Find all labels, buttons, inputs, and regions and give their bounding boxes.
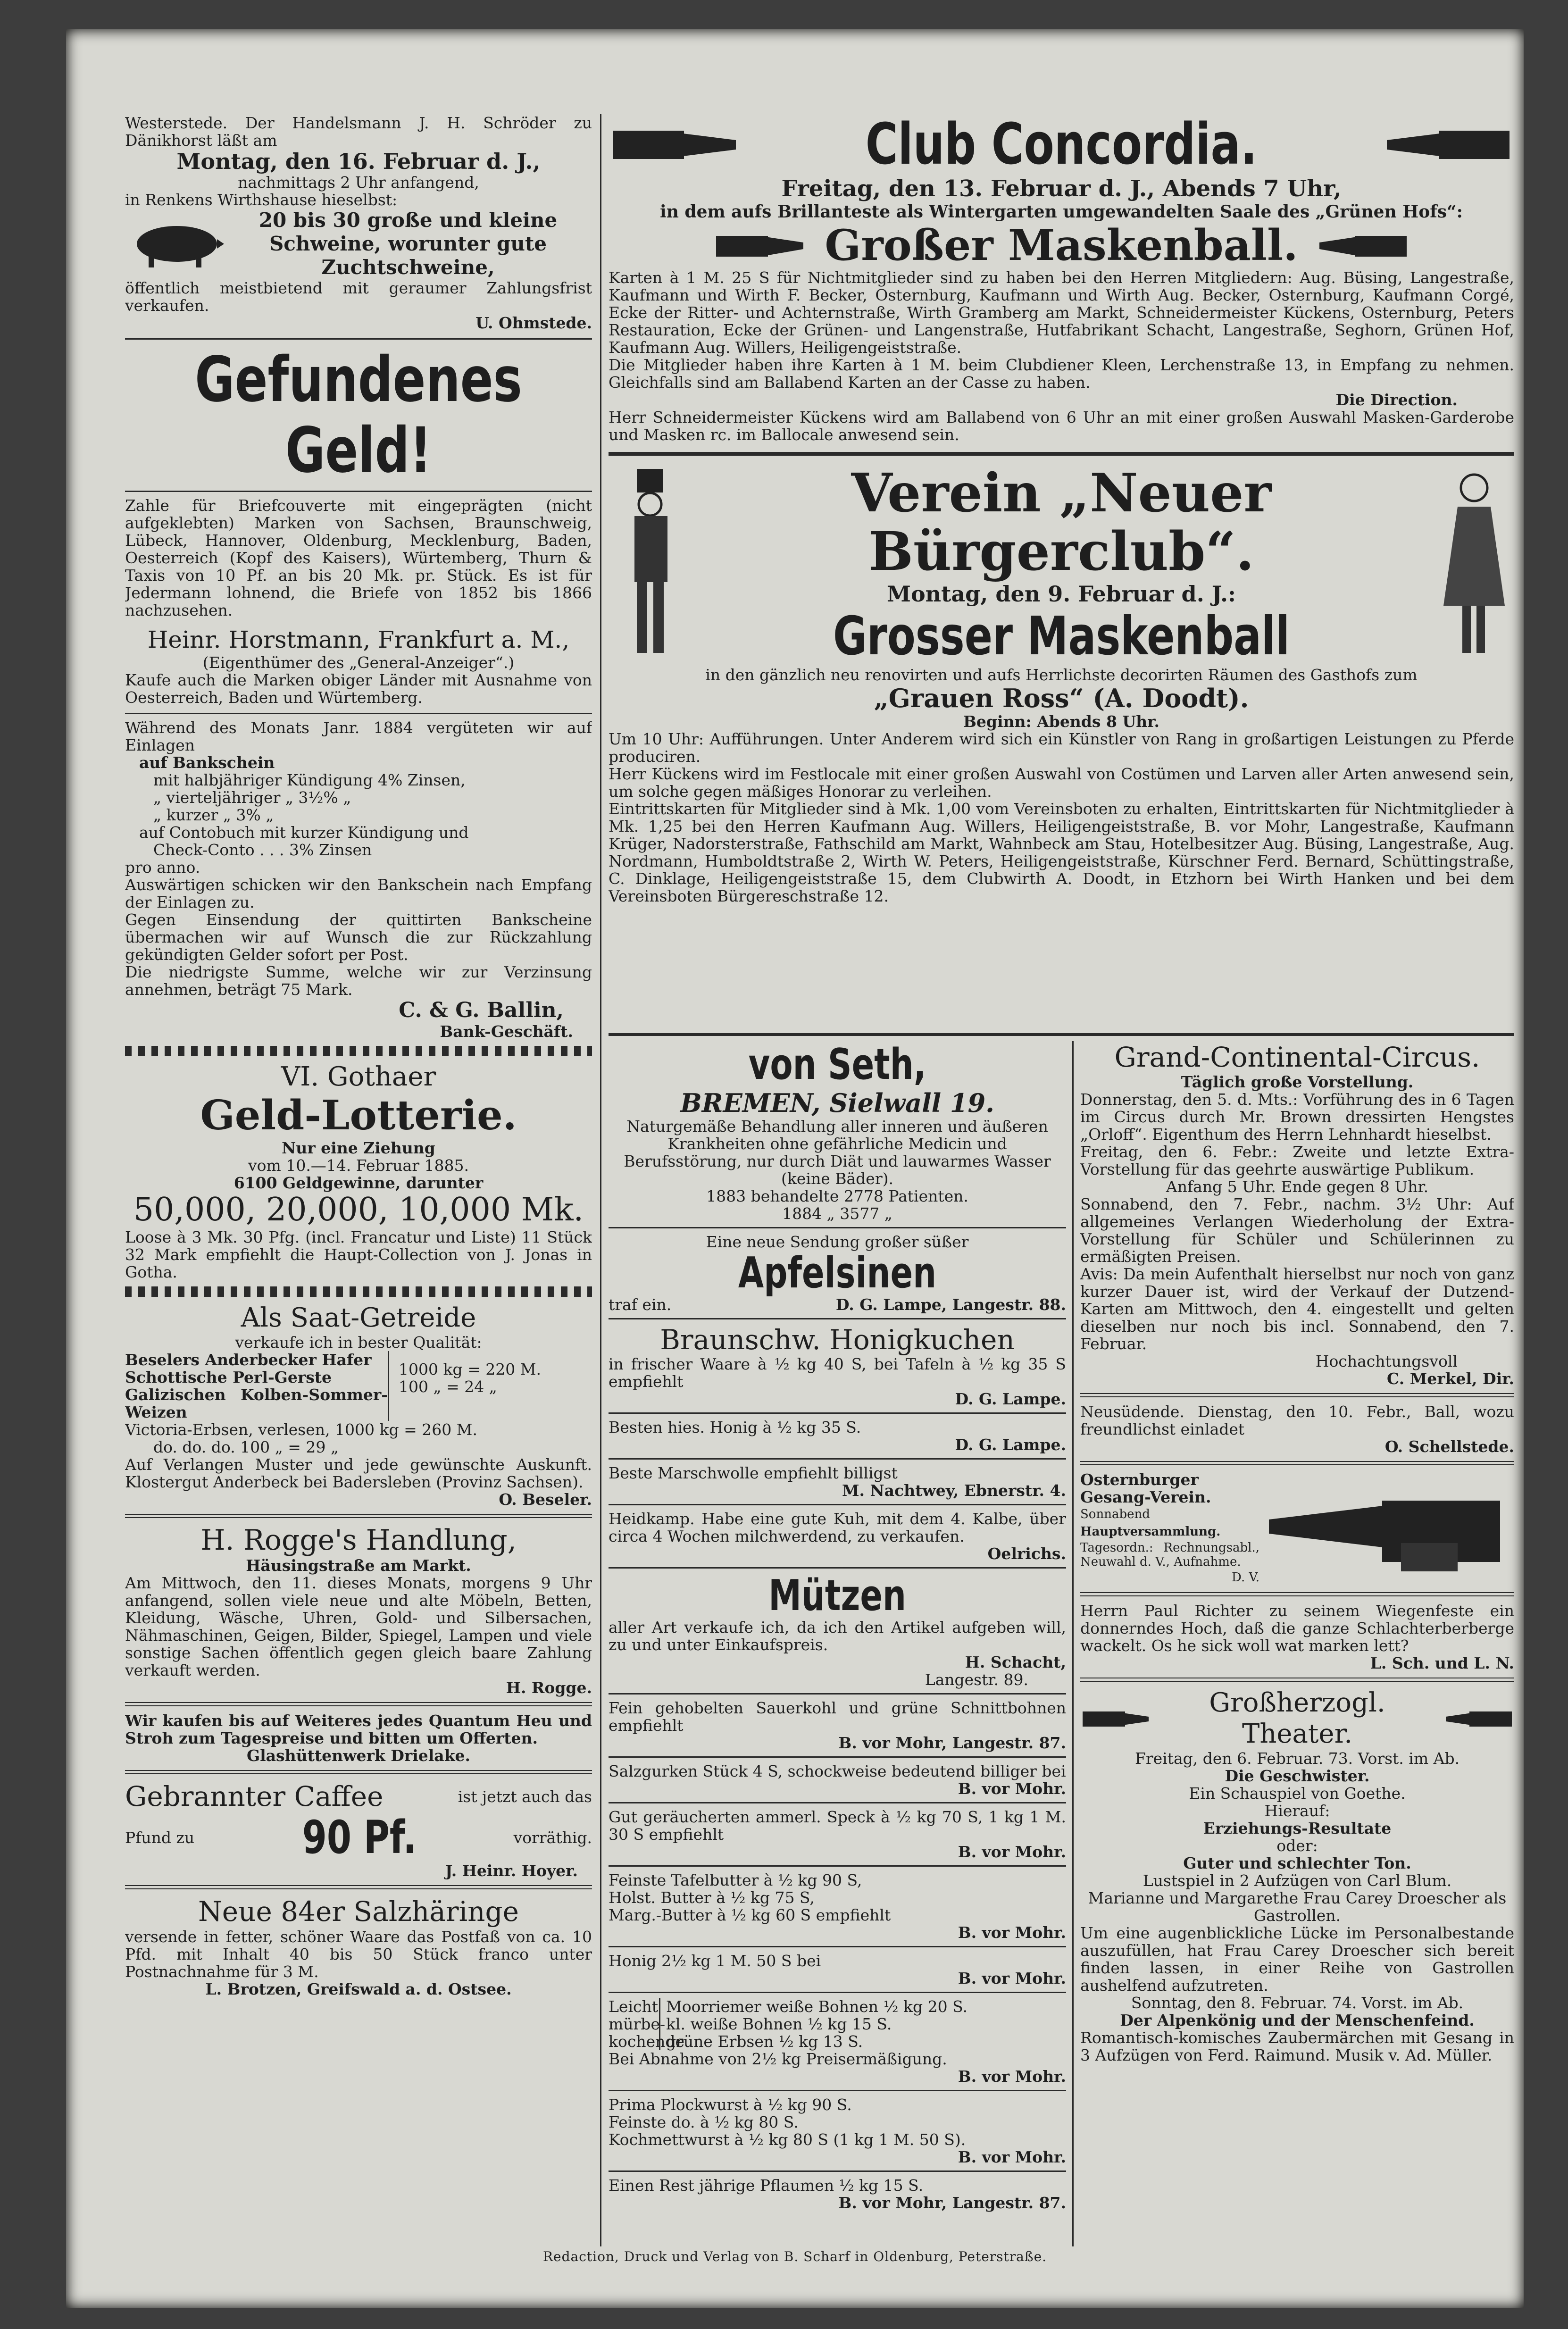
- verein-ball: Grosser Maskenball: [833, 606, 1290, 667]
- geld-body: Zahle für Briefcouverte mit eingeprägten (nicht aufgeklebten) Marken von Sachsen, Braunschweig, Lübeck, Hannover, Oldenburg, Mecklenburg, Baden, Oesterreich (Kopf des Kaisers), Würtemberg, Thurn & Taxis von 10 Pf. an bis 20 Mk. pr. Stück. Es ist für Jedermann lohnend, die Briefe von 1852 bis 1866 nachzusehen.: [125, 496, 592, 619]
- westerstede-sign: U. Ohmstede.: [475, 314, 592, 332]
- divider: [609, 452, 1514, 456]
- club-body-2: Die Mitglieder haben ihre Karten à 1 M. beim Clubdiener Kleen, Lerchenstraße 13, in Empfang zu nehmen. Gleichfalls sind am Ballabend Karten an der Casse zu haben.: [609, 356, 1514, 392]
- saat-sign: O. Beseler.: [499, 1490, 592, 1509]
- richter: Herrn Paul Richter zu seinem Wiegenfeste ein donnerndes Hoch, daß die ganze Schlachterberberge wackelt. Os he sick woll wat marken lett?: [1080, 1602, 1514, 1655]
- salzgurken-sign: B. vor Mohr.: [958, 1779, 1066, 1798]
- salzgurken: Salzgurken Stück 4 S, schockweise bedeutend billiger bei: [609, 1762, 1066, 1780]
- westerstede-date: Montag, den 16. Februar d. J.,: [176, 149, 541, 174]
- circus-body: Donnerstag, den 5. d. Mts.: Vorführung des in 6 Tagen im Circus durch Mr. Brown dressirten Hengstes „Orloff“. Eigenthum des Herrn Lehnhardt hieselbst.: [1080, 1090, 1514, 1144]
- ad-caffee: [125, 1780, 592, 1879]
- rogge-sign: H. Rogge.: [506, 1678, 592, 1697]
- circus-greet: Hochachtungsvoll: [1315, 1352, 1458, 1370]
- richter-sign: L. Sch. und L. N.: [1370, 1654, 1514, 1672]
- honigkuchen-body: in frischer Waare à ½ kg 40 S, bei Tafeln à ½ kg 35 S empfiehlt: [609, 1355, 1066, 1391]
- verein-title: Verein „Neuer Bürgerclub“.: [851, 462, 1272, 583]
- seth-body: Naturgemäße Behandlung aller inneren und äußeren Krankheiten ohne gefährliche Medicin und Berufsstörung, nur durch Diät und lauwarmes Wasser (keine Bäder).: [624, 1117, 1051, 1188]
- westerstede-time: nachmittags 2 Uhr anfangend,: [238, 173, 479, 192]
- apfelsinen-title: Apfelsinen: [738, 1248, 937, 1298]
- lotterie-title: VI. Gothaer: [281, 1061, 436, 1092]
- bank-para-2: Gegen Einsendung der quittirten Bankscheine übermachen wir auf Wunsch die zur Rückzahlung gekündigten Gelder sofort per Post.: [125, 910, 592, 964]
- lotterie-dates: vom 10.—14. Februar 1885.: [248, 1156, 469, 1175]
- horstmann-name: Heinr. Horstmann, Frankfurt a. M.,: [147, 626, 570, 653]
- westerstede-pigs: 20 bis 30 große und kleine Schweine, worunter gute Zuchtschweine,: [259, 209, 558, 279]
- section-rule: [609, 1033, 1514, 1036]
- gefundenes-geld-title: Gefundenes Geld!: [195, 343, 522, 487]
- column-left: [125, 114, 592, 2246]
- bohnen-4: Bei Abnahme von 2½ kg Preisermäßigung.: [609, 2050, 947, 2068]
- wurst-2: Feinste do. à ½ kg 80 S.: [609, 2113, 799, 2131]
- wurst-sign: B. vor Mohr.: [958, 2148, 1066, 2166]
- ad-haring: [125, 1895, 592, 1998]
- butter-sign: B. vor Mohr.: [958, 1923, 1066, 1942]
- neusuedende-sign: O. Schellstede.: [1385, 1437, 1514, 1456]
- bank-sign: C. & G. Ballin,: [399, 998, 564, 1022]
- muetzen-addr: Langestr. 89.: [925, 1670, 1028, 1689]
- footer-imprint: Redaction, Druck und Verlag von B. Scharf in Oldenburg, Peterstraße.: [542, 2249, 1047, 2264]
- column-right: [1080, 1041, 1514, 2246]
- bank-para-1: Auswärtigen schicken wir den Bankschein nach Empfang der Einlagen zu.: [125, 876, 592, 911]
- sauerkohl-sign: B. vor Mohr, Langestr. 87.: [838, 1734, 1066, 1752]
- pointing-hand-left-icon-large: [1259, 1472, 1505, 1586]
- verein-date: Montag, den 9. Februar d. J.:: [887, 581, 1236, 607]
- wolle-sign: M. Nachtwey, Ebnerstr. 4.: [842, 1481, 1066, 1500]
- westerstede-intro: Westerstede. Der Handelsmann J. H. Schröder zu Dänikhorst läßt am: [125, 114, 592, 150]
- rogge-sub: Häusingstraße am Markt.: [246, 1556, 471, 1575]
- ad-heu: [125, 1712, 592, 1764]
- gesang-6: D. V.: [1232, 1570, 1259, 1585]
- pflaumen: Einen Rest jährige Pflaumen ½ kg 15 S.: [609, 2176, 924, 2195]
- ornament-bar-2: [125, 1286, 592, 1297]
- bank-line-7: pro anno.: [125, 858, 200, 877]
- circus-sub: Täglich große Vorstellung.: [1181, 1073, 1414, 1091]
- bank-line-3: „ vierteljähriger „ 3½% „: [153, 788, 351, 807]
- caffee-title: Gebrannter Caffee: [125, 1780, 384, 1812]
- theater-title: Großherzogl. Theater.: [1209, 1687, 1385, 1749]
- rogge-title: H. Rogge's Handlung,: [200, 1524, 517, 1557]
- neusuedende: Neusüdende. Dienstag, den 10. Febr., Ball, wozu freundlichst einladet: [1080, 1402, 1514, 1438]
- circus-time: Anfang 5 Uhr. Ende gegen 8 Uhr.: [1166, 1177, 1429, 1196]
- theater-play-1: Die Geschwister.: [1225, 1767, 1370, 1785]
- newspaper-page: [66, 29, 1524, 2308]
- lotterie-one: Nur eine Ziehung: [282, 1139, 435, 1157]
- apfelsinen-intro: Eine neue Sendung großer süßer: [706, 1233, 969, 1251]
- caffee-pf: Pfund zu: [125, 1828, 195, 1847]
- column-rule-1: [600, 114, 601, 2246]
- sauerkohl: Fein gehobelten Sauerkohl und grüne Schnittbohnen empfiehlt: [609, 1699, 1066, 1735]
- speck-sign: B. vor Mohr.: [958, 1843, 1066, 1861]
- theater-date-1: Freitag, den 6. Februar. 73. Vorst. im Ab.: [1134, 1749, 1460, 1768]
- saat-title: Als Saat-Getreide: [241, 1302, 476, 1333]
- theater-play-2-sub: Guter und schlechter Ton.: [1183, 1854, 1411, 1872]
- bank-line-1: auf Bankschein: [139, 753, 275, 772]
- harlequin-figure-icon: [1429, 464, 1514, 662]
- saat-victoria-2: do. do. do. 100 „ = 29 „: [153, 1438, 339, 1456]
- club-body: Karten à 1 M. 25 S für Nichtmitglieder sind zu haben bei den Herren Mitgliedern: Aug. Büsing, Langestraße, Kaufmann und Wirth F. Becker, Osternburg, Kaufmann und Wirth Aug. Becker, Osternburg, Kaufmann Corgé, Ecke der Ritter- und Achternstraße, Wirth Gramberg am Markt, Schneidermeister Kückens, Osternburg, Peters Restauration, Ecke der Grünen- und Langenstraße, Hutfabrikant Schacht, Langestraße, Seghorn, Grünen Hof, Kaufmann Aug. Willers, Heiligengeiststraße.: [609, 268, 1514, 357]
- ad-westerstede: [125, 114, 592, 332]
- pig-icon: [125, 218, 224, 270]
- bank-para-3: Die niedrigste Summe, welche wir zur Verzinsung annehmen, beträgt 75 Mark.: [125, 963, 592, 999]
- bohnen-1: Moorriemer weiße Bohnen ½ kg 20 S.: [666, 1997, 968, 2016]
- ornament-bar: [125, 1046, 592, 1056]
- seth-city: BREMEN, Sielwall 19.: [680, 1088, 994, 1118]
- caffee-price: 90 Pf.: [302, 1811, 417, 1864]
- muetzen-title: Mützen: [768, 1571, 906, 1620]
- heidkamp: Heidkamp. Habe eine gute Kuh, mit dem 4. Kalbe, über circa 4 Wochen milchwerdend, zu verkaufen.: [609, 1510, 1066, 1545]
- westerstede-auction: öffentlich meistbietend mit geraumer Zahlungsfrist verkaufen.: [125, 279, 592, 315]
- pointing-hand-left-icon-3: [1443, 1704, 1514, 1733]
- theater-play-2: Erziehungs-Resultate: [1203, 1819, 1392, 1837]
- pointing-hand-right-icon-3: [1080, 1704, 1151, 1733]
- club-title: Club Concordia.: [865, 114, 1258, 177]
- heidkamp-sign: Oelrichs.: [987, 1544, 1066, 1563]
- pointing-hand-right-icon-2: [711, 226, 806, 264]
- circus-body-4: Avis: Da mein Aufenthalt hierselbst nur noch von ganz kurzer Dauer ist, wird der Verkauf der Dutzend-Karten am Mittwoch, den 4. eingestellt und gelten dieselben nur noch bis incl. Sonnabend, den 7. Februar.: [1080, 1265, 1514, 1353]
- club-date: Freitag, den 13. Februar d. J., Abends 7 Uhr,: [781, 175, 1342, 202]
- saat-item-3: Galizischen Kolben-Sommer-Weizen: [125, 1386, 388, 1421]
- verein-body-2: Herr Kückens wird im Festlocale mit einer großen Auswahl von Costümen und Larven aller Arten anwesend sein, um solche gegen mäßiges Honorar zu verleihen.: [609, 765, 1514, 801]
- caffee-side-2: vorräthig.: [513, 1828, 592, 1847]
- butter-1: Feinste Tafelbutter à ½ kg 90 S,: [609, 1871, 862, 1889]
- rogge-body: Am Mittwoch, den 11. dieses Monats, morgens 9 Uhr anfangend, sollen viele neue und alte Möbeln, Betten, Kleidung, Wäsche, Uhren, Gold- und Silbersachen, Nähmaschinen, Geigen, Bilder, Spiegel, Lampen und viele sonstige Sachen öffentlich gegen gleich baare Zahlung verkauft werden.: [125, 1574, 592, 1679]
- seth-title: von Seth,: [748, 1041, 926, 1089]
- honig-3-sign: B. vor Mohr.: [958, 1969, 1066, 1987]
- bank-line-6: Check-Conto . . . 3% Zinsen: [153, 841, 372, 859]
- lotterie-amounts: 50,000, 20,000, 10,000 Mk.: [133, 1191, 584, 1228]
- wolle: Beste Marschwolle empfiehlt billigst: [609, 1464, 898, 1482]
- column-middle: [609, 1041, 1066, 2246]
- saat-item-1: Beselers Anderbecker Hafer: [125, 1351, 372, 1369]
- theater-date-2: Sonntag, den 8. Februar. 74. Vorst. im Ab.: [1131, 1994, 1464, 2012]
- bohnen-2: kl. weiße Bohnen ½ kg 15 S.: [666, 2015, 892, 2033]
- ad-rogge: [125, 1524, 592, 1696]
- honig-2: Besten hies. Honig à ½ kg 35 S.: [609, 1418, 861, 1436]
- butter-3: Marg.-Butter à ½ kg 60 S empfiehlt: [609, 1906, 891, 1924]
- theater-play-1-sub: Ein Schauspiel von Goethe.: [1189, 1784, 1406, 1803]
- lotterie-gewinne: 6100 Geldgewinne, darunter: [234, 1174, 484, 1192]
- column-top-right: [609, 114, 1514, 1027]
- caffee-side: ist jetzt auch das: [458, 1787, 592, 1806]
- ad-saat: [125, 1302, 592, 1508]
- muetzen-sign: H. Schacht,: [965, 1653, 1066, 1671]
- clown-figure-icon: [609, 464, 693, 662]
- lotterie-body: Loose à 3 Mk. 30 Pfg. (incl. Francatur und Liste) 11 Stück 32 Mark empfiehlt die Haupt-Collection von J. Jonas in Gotha.: [125, 1228, 592, 1281]
- gesang-1: Osternburger: [1080, 1470, 1199, 1489]
- circus-body-3: Sonnabend, den 7. Febr., nachm. 3½ Uhr: Auf allgemeines Verlangen Wiederholung der Extra-Vorstellung für Schüler und Schülerinnen zu ermäßigten Preisen.: [1080, 1195, 1514, 1266]
- heu-body: Wir kaufen bis auf Weiteres jedes Quantum Heu und Stroh zum Tagespreise und bitten um Offerten.: [125, 1711, 592, 1747]
- verein-place: in den gänzlich neu renovirten und aufs Herrlichste decorirten Räumen des Gasthofs zum: [705, 666, 1418, 684]
- wurst-3: Kochmettwurst à ½ kg 80 S (1 kg 1 M. 50 S).: [609, 2130, 966, 2149]
- club-place: in dem aufs Brillanteste als Wintergarten umgewandelten Saale des „Grünen Hofs“:: [660, 202, 1463, 222]
- verein-body-3: Eintrittskarten für Mitglieder sind à Mk. 1,00 vom Vereinsboten zu erhalten, Eintrittskarten für Nichtmitglieder à Mk. 1,25 bei den Herren Kaufmann Aug. Willers, Heiligengeiststraße, B. vor Mohr, Langestraße, Kaufmann Krüger, Nadorsterstraße, Fathschild am Markt, Wahnbeck am Stau, Hotelbesitzer Aug. Büsing, Langestraße, Aug. Nordmann, Humboldtstraße 2, Wirth W. Peters, Heiligengeiststraße, Kürschner Ferd. Bernard, Schüttingstraße, C. Dinklage, Heiligengeiststraße 15, dem Clubwirth A. Doodt, in Etzhorn bei Wirth Hanken und bei dem Vereinsboten Bürgereschstraße 12.: [609, 800, 1514, 905]
- bank-line-5: auf Contobuch mit kurzer Kündigung und: [139, 823, 469, 842]
- pointing-hand-right-icon: [609, 119, 741, 171]
- bank-sign-2: Bank-Geschäft.: [440, 1022, 573, 1041]
- verein-body: Um 10 Uhr: Aufführungen. Unter Anderem wird sich ein Künstler von Rang in großartigen Leistungen zu Pferde produciren.: [609, 730, 1514, 766]
- lotterie-big: Geld-Lotterie.: [200, 1092, 517, 1139]
- horstmann-sub: (Eigenthümer des „General-Anzeiger“.): [202, 653, 515, 672]
- seth-stat-1: 1883 behandelte 2778 Patienten.: [706, 1187, 968, 1205]
- gesang-3: Sonnabend: [1080, 1507, 1150, 1521]
- caffee-sign: J. Heinr. Hoyer.: [445, 1862, 578, 1880]
- bohnen-3: grüne Erbsen ½ kg 13 S.: [666, 2032, 863, 2051]
- speck: Gut geräucherten ammerl. Speck à ½ kg 70 S, 1 kg 1 M. 30 S empfiehlt: [609, 1808, 1066, 1844]
- bohnen-sign: B. vor Mohr.: [958, 2067, 1066, 2086]
- verein-ross: „Grauen Ross“ (A. Doodt).: [874, 683, 1249, 713]
- haring-sign: L. Brotzen, Greifswald a. d. Ostsee.: [205, 1980, 512, 1998]
- theater-body: Um eine augenblickliche Lücke im Personalbestande auszufüllen, hat Frau Carey Droescher sich bereit finden lassen, in einer Reihe von Gastrollen aushelfend aufzutreten.: [1080, 1924, 1514, 1995]
- pointing-hand-left-icon-2: [1317, 226, 1411, 264]
- heu-sign: Glashüttenwerk Drielake.: [246, 1746, 471, 1765]
- saat-sub: verkaufe ich in bester Qualität:: [235, 1333, 482, 1352]
- club-body-3: Herr Schneidermeister Kückens wird am Ballabend von 6 Uhr an mit einer großen Auswahl Masken-Garderobe und Masken rc. im Ballocale anwesend sein.: [609, 408, 1514, 444]
- honig-2-sign: D. G. Lampe.: [955, 1436, 1066, 1454]
- wurst-1: Prima Plockwurst à ½ kg 90 S.: [609, 2095, 852, 2114]
- club-sign: Die Direction.: [1335, 391, 1458, 409]
- honigkuchen-title: Braunschw. Honigkuchen: [660, 1324, 1015, 1356]
- column-rule-2: [1072, 1041, 1074, 2246]
- horstmann-body: Kaufe auch die Marken obiger Länder mit Ausnahme von Oesterreich, Baden und Würtemberg.: [125, 671, 592, 707]
- westerstede-place: in Renkens Wirthshause hieselbst:: [125, 191, 398, 209]
- pflaumen-sign: B. vor Mohr, Langestr. 87.: [838, 2194, 1066, 2212]
- ad-lotterie: [125, 1062, 592, 1281]
- theater-play-2-a: Lustspiel in 2 Aufzügen von Carl Blum.: [1143, 1871, 1452, 1890]
- haring-body: versende in fetter, schöner Waare das Postfaß von ca. 10 Pfd. mit Inhalt 40 bis 50 Stück franco unter Postnachnahme für 3 M.: [125, 1928, 592, 1981]
- apfelsinen-traf: traf ein.: [609, 1295, 672, 1314]
- theater-oder: oder:: [1276, 1836, 1318, 1855]
- gesang-2: Gesang-Verein.: [1080, 1488, 1211, 1506]
- bohnen-side: Leicht mürbe-kochende: [609, 1997, 685, 2051]
- gesang-4: Hauptversammlung.: [1080, 1525, 1221, 1539]
- circus-title: Grand-Continental-Circus.: [1114, 1041, 1480, 1073]
- muetzen-body: aller Art verkaufe ich, da ich den Artikel aufgeben will, zu und unter Einkaufspreis.: [609, 1618, 1066, 1654]
- gesang-5: Tagesordn.: Rechnungsabl., Neuwahl d. V., Aufnahme.: [1080, 1541, 1259, 1569]
- verein-begin: Beginn: Abends 8 Uhr.: [963, 712, 1160, 731]
- saat-price-2: 100 „ = 24 „: [399, 1377, 497, 1396]
- bank-line-4: „ kurzer „ 3% „: [153, 806, 274, 824]
- pointing-hand-left-icon: [1382, 119, 1514, 171]
- seth-stat-2: 1884 „ 3577 „: [782, 1204, 892, 1223]
- bank-line-2: mit halbjähriger Kündigung 4% Zinsen,: [153, 771, 466, 789]
- saat-body: Auf Verlangen Muster und jede gewünschte Auskunft. Klostergut Anderbeck bei Badersleben (Provinz Sachsen).: [125, 1455, 592, 1491]
- butter-2: Holst. Butter à ½ kg 75 S,: [609, 1888, 815, 1907]
- club-ball: Großer Maskenball.: [825, 220, 1298, 270]
- theater-play-3-sub: Romantisch-komisches Zaubermärchen mit Gesang in 3 Aufzügen von Ferd. Raimund. Musik v. Ad. Müller.: [1080, 2028, 1514, 2064]
- saat-item-2: Schottische Perl-Gerste: [125, 1368, 332, 1386]
- theater-hierauf: Hierauf:: [1264, 1802, 1330, 1820]
- haring-title: Neue 84er Salzhäringe: [198, 1895, 519, 1928]
- saat-victoria-1: Victoria-Erbsen, verlesen, 1000 kg = 260 M.: [125, 1420, 477, 1439]
- saat-price-1: 1000 kg = 220 M.: [399, 1360, 541, 1378]
- honigkuchen-sign: D. G. Lampe.: [955, 1390, 1066, 1408]
- circus-sign: C. Merkel, Dir.: [1387, 1369, 1514, 1388]
- honig-3: Honig 2½ kg 1 M. 50 S bei: [609, 1952, 821, 1970]
- theater-play-3: Der Alpenkönig und der Menschenfeind.: [1120, 2011, 1475, 2029]
- bank-intro: Während des Monats Janr. 1884 vergüteten wir auf Einlagen: [125, 718, 592, 754]
- circus-body-2: Freitag, den 6. Febr.: Zweite und letzte Extra-Vorstellung für das geehrte auswärtige Publikum.: [1080, 1143, 1514, 1178]
- apfelsinen-sign: D. G. Lampe, Langestr. 88.: [835, 1295, 1066, 1314]
- theater-play-2-b: Marianne und Margarethe Frau Carey Droescher als Gastrollen.: [1088, 1889, 1507, 1925]
- ad-ballin: [125, 719, 592, 1040]
